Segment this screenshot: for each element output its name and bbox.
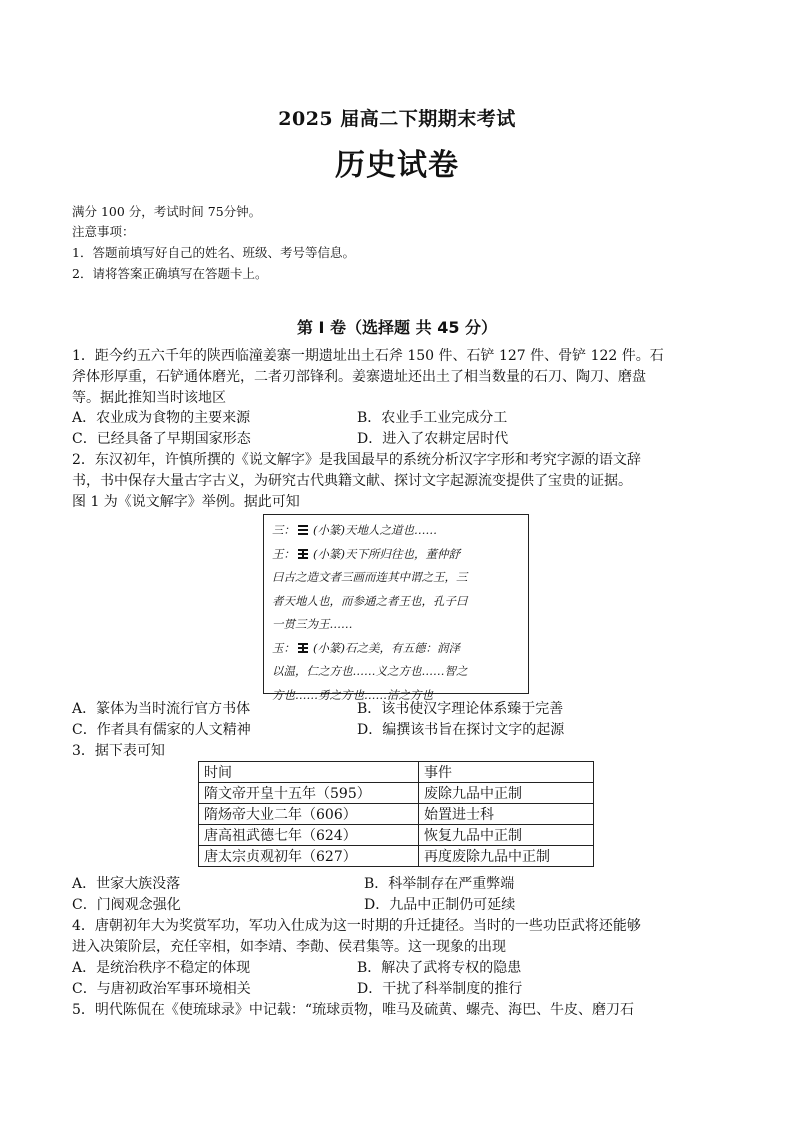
q2-stem-line: 2．东汉初年，许慎所撰的《说文解字》是我国最早的系统分析汉字字形和考究字源的语文辞 xyxy=(72,452,641,468)
table-header-row xyxy=(199,762,594,783)
table-cell: 唐太宗贞观初年（627） xyxy=(199,846,419,867)
q3-option-b: B．科举制存在严重弊端 xyxy=(364,876,515,892)
figure-line xyxy=(272,543,520,567)
q5-stem-line: 5．明代陈侃在《使琉球录》中记载：“琉球贡物，唯马及硫黄、螺壳、海巴、牛皮、磨刀石 xyxy=(72,1002,635,1018)
seal-script-glyph-icon xyxy=(297,642,309,654)
figure-line: 一贯三为王…… xyxy=(272,617,353,631)
q2-option-a: A．篆体为当时流行官方书体 xyxy=(72,701,251,717)
q1-option-c: C．已经具备了早期国家形态 xyxy=(72,431,251,447)
q1-stem-line: 等。据此推知当时该地区 xyxy=(72,390,226,406)
figure-text: (小篆)天下所归往也，董仲舒 xyxy=(313,546,460,561)
q2-option-b: B．该书使汉字理论体系臻于完善 xyxy=(357,701,564,717)
notice-heading: 注意事项： xyxy=(72,224,135,239)
q3-option-a: A．世家大族没落 xyxy=(72,876,181,892)
q1-option-a: A．农业成为食物的主要来源 xyxy=(72,410,251,426)
table-cell: 隋炀帝大业二年（606） xyxy=(199,804,419,825)
q1-option-d: D．进入了农耕定居时代 xyxy=(357,431,509,447)
shuowen-figure xyxy=(263,514,529,702)
table-header-cell: 时间 xyxy=(199,762,419,783)
score-time-info: 满分 100 分，考试时间 75分钟。 xyxy=(72,204,262,219)
q4-stem-line: 4．唐朝初年大为奖赏军功，军功入仕成为这一时期的升迁捷径。当时的一些功臣武将还能够 xyxy=(72,918,641,934)
table-cell: 再度废除九品中正制 xyxy=(419,846,594,867)
q3-option-d: D．九品中正制仍可延续 xyxy=(364,897,516,913)
figure-line: 者天地人也，而参通之者王也，孔子曰 xyxy=(272,593,468,608)
figure-char-label: 王： xyxy=(272,546,295,561)
q4-option-d: D．干扰了科举制度的推行 xyxy=(357,981,523,997)
q2-option-c: C．作者具有儒家的人文精神 xyxy=(72,722,251,738)
table-cell: 废除九品中正制 xyxy=(419,783,594,804)
section-title: 第 I 卷（选择题 共 45 分） xyxy=(296,318,498,337)
table-cell: 隋文帝开皇十五年（595） xyxy=(199,783,419,804)
figure-char-label: 三： xyxy=(272,523,295,537)
q2-stem-line: 图 1 为《说文解字》举例。据此可知 xyxy=(72,494,300,510)
figure-char-label: 玉： xyxy=(272,640,295,655)
subject-title: 历史试卷 xyxy=(335,148,459,183)
figure-text: (小篆)石之美，有五德：润泽 xyxy=(313,640,460,655)
q2-option-d: D．编撰该书旨在探讨文字的起源 xyxy=(357,722,565,738)
q3-option-c: C．门阀观念强化 xyxy=(72,897,181,913)
q4-option-b: B．解决了武将专权的隐患 xyxy=(357,960,522,976)
figure-line xyxy=(272,519,520,543)
exam-title: 2025 届高二下期期末考试 xyxy=(278,108,516,130)
seal-script-glyph-icon xyxy=(297,524,309,536)
figure-line: 曰古之造文者三画而连其中谓之王，三 xyxy=(272,570,468,584)
notice-item-1: 1．答题前填写好自己的姓名、班级、考号等信息。 xyxy=(72,245,355,260)
table-row xyxy=(199,825,594,846)
table-header-cell: 事件 xyxy=(419,762,594,783)
q1-stem-line: 1．距今约五六千年的陕西临潼姜寨一期遗址出土石斧 150 件、石铲 127 件、骨铲 122 件。石 xyxy=(72,348,664,364)
figure-line: 以温，仁之方也……义之方也……智之 xyxy=(272,664,468,678)
table-cell: 唐高祖武德七年（624） xyxy=(199,825,419,846)
notice-item-2: 2．请将答案正确填写在答题卡上。 xyxy=(72,266,268,281)
q1-stem-line: 斧体形厚重，石铲通体磨光，二者刃部锋利。姜寨遗址还出土了相当数量的石刀、陶刀、磨盘 xyxy=(72,369,646,385)
q4-stem-line: 进入决策阶层，充任宰相，如李靖、李勣、侯君集等。这一现象的出现 xyxy=(72,939,506,955)
table-row xyxy=(199,783,594,804)
q1-option-b: B．农业手工业完成分工 xyxy=(357,410,508,426)
q4-option-c: C．与唐初政治军事环境相关 xyxy=(72,981,251,997)
figure-text: (小篆)天地人之道也…… xyxy=(313,523,437,537)
table-cell: 恢复九品中正制 xyxy=(419,825,594,846)
q4-option-a: A．是统治秩序不稳定的体现 xyxy=(72,960,251,976)
q3-stem: 3．据下表可知 xyxy=(72,743,165,759)
table-cell: 始置进士科 xyxy=(419,804,594,825)
table-row xyxy=(199,804,594,825)
seal-script-glyph-icon xyxy=(297,548,309,560)
events-table xyxy=(198,761,594,867)
figure-line: 方也……勇之方也……洁之方也 xyxy=(272,687,433,702)
table-row xyxy=(199,846,594,867)
figure-line xyxy=(272,637,520,661)
q2-stem-line: 书，书中保存大量古字古义，为研究古代典籍文献、探讨文字起源流变提供了宝贵的证据。 xyxy=(72,473,632,489)
